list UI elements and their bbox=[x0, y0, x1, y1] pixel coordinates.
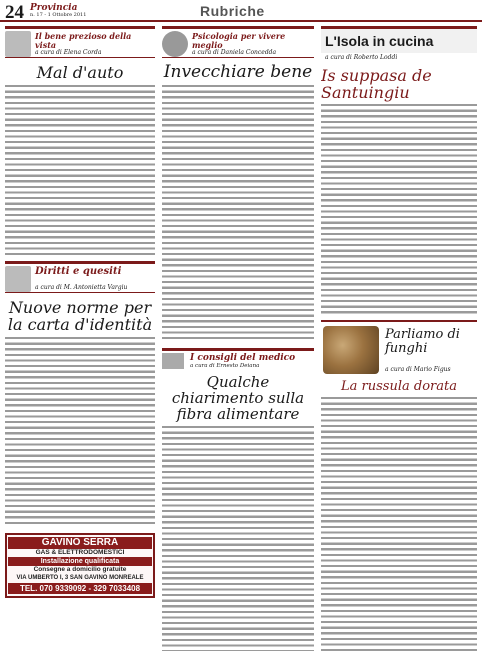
medico-body bbox=[162, 426, 314, 651]
ad-tagline: GAS & ELETTRODOMESTICI bbox=[35, 549, 125, 556]
mushroom-photo bbox=[323, 326, 379, 374]
vista-byline: a cura di Elena Corda bbox=[35, 49, 102, 56]
vista-title: Il bene prezioso della vista bbox=[35, 31, 132, 50]
cucina-byline: a cura di Roberto Loddi bbox=[325, 54, 398, 61]
funghi-byline: a cura di Mario Figus bbox=[385, 366, 451, 373]
diritti-headline: Nuove norme per la carta d'identità bbox=[7, 298, 153, 334]
diritti-byline: a cura di M. Antonietta Vargiu bbox=[35, 284, 128, 291]
funghi-header bbox=[321, 320, 477, 376]
cucina-title: L'Isola in cucina bbox=[321, 26, 477, 53]
diritti-title: Diritti e quesiti bbox=[35, 266, 122, 277]
column-right bbox=[321, 26, 477, 651]
author-photo bbox=[162, 353, 184, 369]
vista-header bbox=[5, 26, 155, 58]
medico-title: I consigli del medico bbox=[190, 353, 296, 363]
column-middle bbox=[162, 26, 314, 651]
author-photo bbox=[5, 266, 31, 292]
medico-byline: a cura di Ernesto Deiana bbox=[190, 363, 260, 369]
page-header bbox=[0, 0, 482, 22]
ad-service: Installazione qualificata bbox=[8, 557, 152, 566]
ad-delivery: Consegne a domicilio gratuite bbox=[33, 566, 127, 573]
column-left bbox=[5, 26, 155, 651]
author-photo bbox=[5, 31, 31, 57]
psicologia-header bbox=[162, 26, 314, 58]
issue-info: n. 17 - 1 Ottobre 2011 bbox=[30, 12, 87, 18]
vista-headline: Mal d'auto bbox=[36, 63, 124, 82]
psicologia-body bbox=[162, 85, 314, 340]
brand-name: Provincia bbox=[30, 3, 78, 13]
author-photo bbox=[162, 31, 188, 57]
ad-address: VIA UMBERTO I, 3 SAN GAVINO MONREALE bbox=[16, 575, 144, 581]
diritti-body bbox=[5, 337, 155, 527]
recipe-body bbox=[321, 104, 477, 314]
ad-company: GAVINO SERRA bbox=[8, 537, 152, 549]
funghi-title: Parliamo di funghi bbox=[385, 327, 460, 356]
medico-headline: Qualche chiarimento sulla fibra alimentare bbox=[171, 373, 305, 423]
advertisement bbox=[5, 533, 155, 598]
section-name: Rubriche bbox=[200, 3, 265, 19]
ad-phone: TEL. 070 9339092 - 329 7033408 bbox=[8, 583, 152, 594]
diritti-header bbox=[5, 261, 155, 293]
vista-body bbox=[5, 85, 155, 255]
funghi-body bbox=[321, 397, 477, 651]
psicologia-byline: a cura di Daniela Concedda bbox=[192, 49, 277, 56]
page-number: 24 bbox=[5, 2, 24, 23]
recipe-title: Is suppasa de Santuingiu bbox=[321, 66, 432, 102]
psicologia-title: Psicologia per vivere meglio bbox=[192, 31, 286, 50]
psicologia-headline: Invecchiare bene bbox=[163, 62, 313, 82]
funghi-subtitle: La russula dorata bbox=[341, 379, 457, 394]
medico-header bbox=[162, 348, 314, 368]
